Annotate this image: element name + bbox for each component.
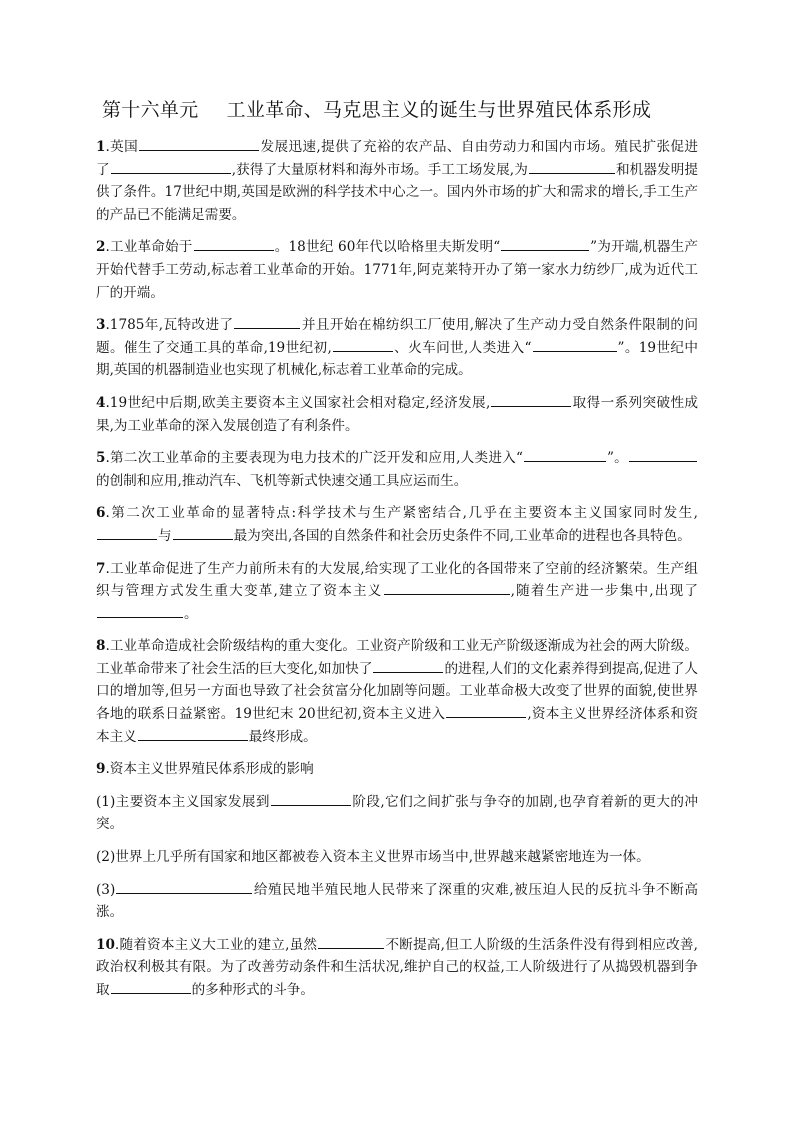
question-9-sub-3: (3) 给殖民地半殖民地人民带来了深重的灾难,被压迫人民的反抗斗争不断高涨。 <box>96 881 698 921</box>
question-2: 2.工业革命始于 。18世纪 60年代以哈格里夫斯发明“ ”为开端,机器生产开始代替手工劳动,标志着工业革命的开始。1771年,阿克莱特开办了第一家水力纺纱厂,成为近代工厂的开端。 <box>96 239 699 301</box>
question-number: 9 <box>96 761 106 778</box>
question-number: 3 <box>96 317 106 334</box>
question-number: 8 <box>96 638 106 655</box>
answer-blank[interactable] <box>271 792 351 806</box>
answer-blank[interactable] <box>384 581 510 595</box>
question-number: 2 <box>96 239 106 256</box>
question-4: 4.19世纪中后期,欧美主要资本主义国家社会相对稳定,经济发展, 取得一系列突破性成果,为工业革命的深入发展创造了有利条件。 <box>96 394 699 434</box>
question-number: 6 <box>96 505 106 522</box>
answer-blank[interactable] <box>333 338 393 352</box>
answer-blank[interactable] <box>318 935 384 949</box>
answer-blank[interactable] <box>373 659 443 673</box>
answer-blank[interactable] <box>97 526 157 540</box>
question-number: 7 <box>96 560 106 577</box>
question-8: 8.工业革命造成社会阶级结构的重大变化。工业资产阶级和工业无产阶级逐渐成为社会的两大阶级。工业革命带来了社会生活的巨大变化,如加快了 的进程,人们的文化素养得到提高,促进了人口的增加等,但另一方面也导致了社会贫富分化加剧等问题。工业革命极大改变了世界的面貌,使世界各地的联系日益紧密。19世纪末 20世纪初,资本主义进入 ,资本主义世界经济体系和资本主义 最终形成。 <box>96 638 698 745</box>
answer-blank[interactable] <box>234 315 300 329</box>
answer-blank[interactable] <box>491 393 571 407</box>
page-title <box>102 96 698 124</box>
answer-blank[interactable] <box>111 980 191 994</box>
answer-blank[interactable] <box>446 704 526 718</box>
question-number: 1 <box>96 139 106 155</box>
question-9-sub-2: (2)世界上几乎所有国家和地区都被卷入资本主义世界市场当中,世界越来越紧密地连为一体。 <box>96 849 650 866</box>
answer-blank[interactable] <box>501 237 589 251</box>
question-number: 4 <box>96 394 106 411</box>
question-3: 3.1785年,瓦特改进了 并且开始在棉纺织工厂使用,解决了生产动力受自然条件限制的问题。催生了交通工具的革命,19世纪初, 、火车问世,人类进入“ ”。19世纪中期,英国的机器制造业也实现了机械化,标志着工业革命的完成。 <box>96 317 698 379</box>
answer-blank[interactable] <box>139 137 259 151</box>
question-number: 10 <box>96 936 115 953</box>
question-6: 6.第二次工业革命的显著特点:科学技术与生产紧密结合,几乎在主要资本主义国家同时发生,与 最为突出,各国的自然条件和社会历史条件不同,工业革命的进程也各具特色。 <box>96 505 698 544</box>
answer-blank[interactable] <box>629 448 697 462</box>
question-number: 5 <box>96 450 106 467</box>
question-10: 10.随着资本主义大工业的建立,虽然 不断提高,但工人阶级的生活条件没有得到相应改善,政治权利极其有限。为了改善劳动条件和生活状况,维护自己的权益,工人阶级进行了从捣毁机器到争取 的多种形式的斗争。 <box>96 936 698 998</box>
question-7: 7.工业革命促进了生产力前所未有的大发展,给实现了工业化的各国带来了空前的经济繁荣。生产组织与管理方式发生重大变革,建立了资本主义 ,随着生产进一步集中,出现了。 <box>96 560 698 622</box>
question-9: 9.资本主义世界殖民体系形成的影响 <box>96 761 314 778</box>
answer-blank[interactable] <box>533 338 617 352</box>
answer-blank[interactable] <box>138 727 248 741</box>
answer-blank[interactable] <box>111 160 231 174</box>
answer-blank[interactable] <box>116 880 252 894</box>
unit-name: 工业革命、马克思主义的诞生与世界殖民体系形成 <box>226 99 652 121</box>
question-1: 1.英国 发展迅速,提供了充裕的农产品、自由劳动力和国内市场。殖民扩张促进了 ,获得了大量原材料和海外市场。手工工场发展,为 和机器发明提供了条件。17世纪中期,英国是欧洲的科学技术中心之一。国内外市场的扩大和需求的增长,手工生产的产品已不能满足需要。 <box>96 139 699 223</box>
answer-blank[interactable] <box>524 448 606 462</box>
unit-number: 第十六单元 <box>102 99 199 121</box>
question-5: 5.第二次工业革命的主要表现为电力技术的广泛开发和应用,人类进入“ ”。的创制和应用,推动汽车、飞机等新式快速交通工具应运而生。 <box>96 447 698 492</box>
answer-blank[interactable] <box>529 160 615 174</box>
question-9-sub-1: (1)主要资本主义国家发展到 阶段,它们之间扩张与争夺的加剧,也孕育着新的更大的冲突。 <box>96 793 698 833</box>
answer-blank[interactable] <box>173 526 233 540</box>
answer-blank[interactable] <box>97 604 183 618</box>
answer-blank[interactable] <box>194 237 274 251</box>
